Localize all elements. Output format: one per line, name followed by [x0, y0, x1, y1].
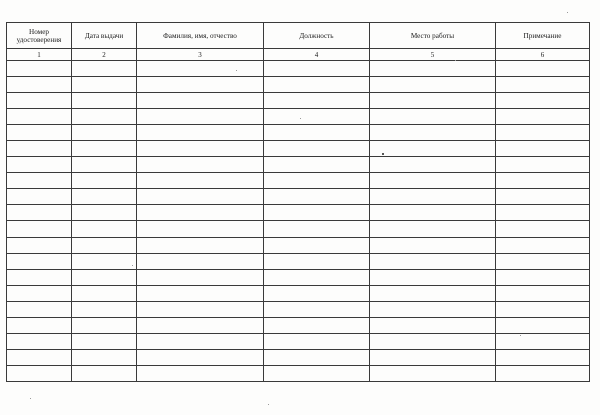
empty-cell [72, 125, 137, 141]
empty-cell [496, 205, 590, 221]
empty-cell [72, 77, 137, 93]
empty-cell [496, 365, 590, 381]
empty-cell [370, 317, 496, 333]
column-number: 4 [264, 49, 370, 61]
empty-cell [496, 109, 590, 125]
empty-cell [72, 365, 137, 381]
empty-cell [137, 237, 264, 253]
empty-cell [264, 317, 370, 333]
empty-cell [7, 157, 72, 173]
empty-cell [72, 141, 137, 157]
empty-cell [496, 301, 590, 317]
empty-cell [72, 205, 137, 221]
empty-cell [496, 93, 590, 109]
empty-cell [72, 349, 137, 365]
empty-cell [72, 237, 137, 253]
empty-cell [370, 141, 496, 157]
header-full-name: Фамилия, имя, отчество [137, 23, 264, 49]
scan-speck [520, 335, 521, 336]
table-row [7, 109, 590, 125]
empty-cell [7, 301, 72, 317]
empty-cell [496, 77, 590, 93]
table-row [7, 253, 590, 269]
empty-cell [370, 173, 496, 189]
empty-cell [72, 301, 137, 317]
empty-cell [496, 317, 590, 333]
table-row [7, 221, 590, 237]
empty-cell [7, 125, 72, 141]
empty-cell [264, 269, 370, 285]
empty-cell [370, 365, 496, 381]
empty-cell [370, 349, 496, 365]
header-certificate-number: Номер удостоверения [7, 23, 72, 49]
empty-cell [264, 189, 370, 205]
empty-cell [137, 349, 264, 365]
empty-cell [137, 269, 264, 285]
header-note: Примечание [496, 23, 590, 49]
empty-cell [7, 349, 72, 365]
empty-cell [137, 317, 264, 333]
table-row [7, 237, 590, 253]
header-row [7, 23, 590, 49]
empty-cell [264, 173, 370, 189]
empty-cell [72, 93, 137, 109]
column-number: 2 [72, 49, 137, 61]
empty-cell [7, 141, 72, 157]
header-workplace: Место работы [370, 23, 496, 49]
empty-cell [137, 253, 264, 269]
empty-cell [7, 269, 72, 285]
scan-speck [567, 12, 568, 13]
empty-cell [7, 333, 72, 349]
empty-cell [370, 61, 496, 77]
empty-cell [7, 189, 72, 205]
table-row [7, 301, 590, 317]
empty-cell [137, 301, 264, 317]
table-row [7, 173, 590, 189]
table-row [7, 205, 590, 221]
empty-cell [370, 253, 496, 269]
table-row [7, 93, 590, 109]
empty-cell [264, 141, 370, 157]
empty-cell [496, 253, 590, 269]
empty-cell [7, 93, 72, 109]
empty-cell [496, 61, 590, 77]
empty-cell [264, 157, 370, 173]
empty-cell [496, 189, 590, 205]
empty-cell [7, 365, 72, 381]
empty-cell [370, 205, 496, 221]
empty-cell [370, 285, 496, 301]
empty-cell [496, 125, 590, 141]
table-row [7, 349, 590, 365]
column-number: 1 [7, 49, 72, 61]
empty-cell [137, 61, 264, 77]
empty-cell [7, 77, 72, 93]
table-row [7, 333, 590, 349]
empty-cell [496, 221, 590, 237]
empty-cell [496, 333, 590, 349]
empty-cell [7, 253, 72, 269]
empty-cell [72, 269, 137, 285]
empty-cell [7, 221, 72, 237]
empty-cell [72, 317, 137, 333]
empty-cell [7, 237, 72, 253]
scan-speck [132, 265, 133, 266]
empty-cell [72, 333, 137, 349]
empty-cell [72, 157, 137, 173]
empty-cell [496, 349, 590, 365]
empty-cell [264, 77, 370, 93]
empty-cell [137, 189, 264, 205]
empty-cell [264, 253, 370, 269]
table-row [7, 125, 590, 141]
empty-cell [264, 125, 370, 141]
empty-cell [370, 301, 496, 317]
empty-cell [264, 109, 370, 125]
empty-cell [496, 237, 590, 253]
empty-cell [137, 77, 264, 93]
empty-cell [370, 109, 496, 125]
scan-speck [382, 153, 384, 155]
table-row [7, 365, 590, 381]
empty-cell [137, 365, 264, 381]
empty-cell [137, 333, 264, 349]
empty-cell [496, 141, 590, 157]
empty-cell [370, 333, 496, 349]
empty-cell [137, 125, 264, 141]
empty-cell [496, 157, 590, 173]
empty-cell [264, 301, 370, 317]
table-row [7, 77, 590, 93]
empty-cell [370, 125, 496, 141]
empty-cell [264, 333, 370, 349]
empty-cell [137, 205, 264, 221]
empty-cell [137, 221, 264, 237]
empty-cell [264, 349, 370, 365]
empty-cell [496, 285, 590, 301]
certificate-register-table [6, 22, 590, 382]
empty-cell [137, 285, 264, 301]
table-row [7, 141, 590, 157]
empty-cell [137, 141, 264, 157]
empty-cell [72, 221, 137, 237]
empty-cell [370, 189, 496, 205]
empty-cell [137, 109, 264, 125]
empty-cell [7, 317, 72, 333]
table-row [7, 285, 590, 301]
empty-cell [137, 173, 264, 189]
empty-cell [72, 109, 137, 125]
scan-speck [300, 118, 301, 119]
table-row [7, 157, 590, 173]
table-row [7, 317, 590, 333]
empty-cell [370, 269, 496, 285]
scan-speck [236, 70, 237, 71]
scan-speck [268, 404, 269, 405]
scan-speck [30, 398, 31, 399]
empty-cell [72, 285, 137, 301]
empty-cell [264, 205, 370, 221]
empty-cell [72, 173, 137, 189]
empty-cell [496, 269, 590, 285]
header-issue-date: Дата выдачи [72, 23, 137, 49]
table-row [7, 269, 590, 285]
table-row [7, 61, 590, 77]
empty-cell [264, 221, 370, 237]
empty-cell [370, 157, 496, 173]
empty-cell [264, 61, 370, 77]
column-number-row [7, 49, 590, 61]
empty-cell [370, 221, 496, 237]
empty-cell [72, 253, 137, 269]
register-body [7, 61, 590, 382]
empty-cell [72, 61, 137, 77]
empty-cell [7, 205, 72, 221]
empty-cell [370, 237, 496, 253]
empty-cell [7, 61, 72, 77]
empty-cell [264, 285, 370, 301]
empty-cell [264, 237, 370, 253]
empty-cell [72, 189, 137, 205]
empty-cell [7, 285, 72, 301]
empty-cell [264, 93, 370, 109]
empty-cell [7, 109, 72, 125]
empty-cell [7, 173, 72, 189]
empty-cell [137, 93, 264, 109]
empty-cell [370, 93, 496, 109]
column-number: 5 [370, 49, 496, 61]
column-number: 3 [137, 49, 264, 61]
empty-cell [496, 173, 590, 189]
empty-cell [370, 77, 496, 93]
column-number: 6 [496, 49, 590, 61]
table-row [7, 189, 590, 205]
empty-cell [137, 157, 264, 173]
scan-speck [455, 60, 456, 61]
header-position: Должность [264, 23, 370, 49]
empty-cell [264, 365, 370, 381]
